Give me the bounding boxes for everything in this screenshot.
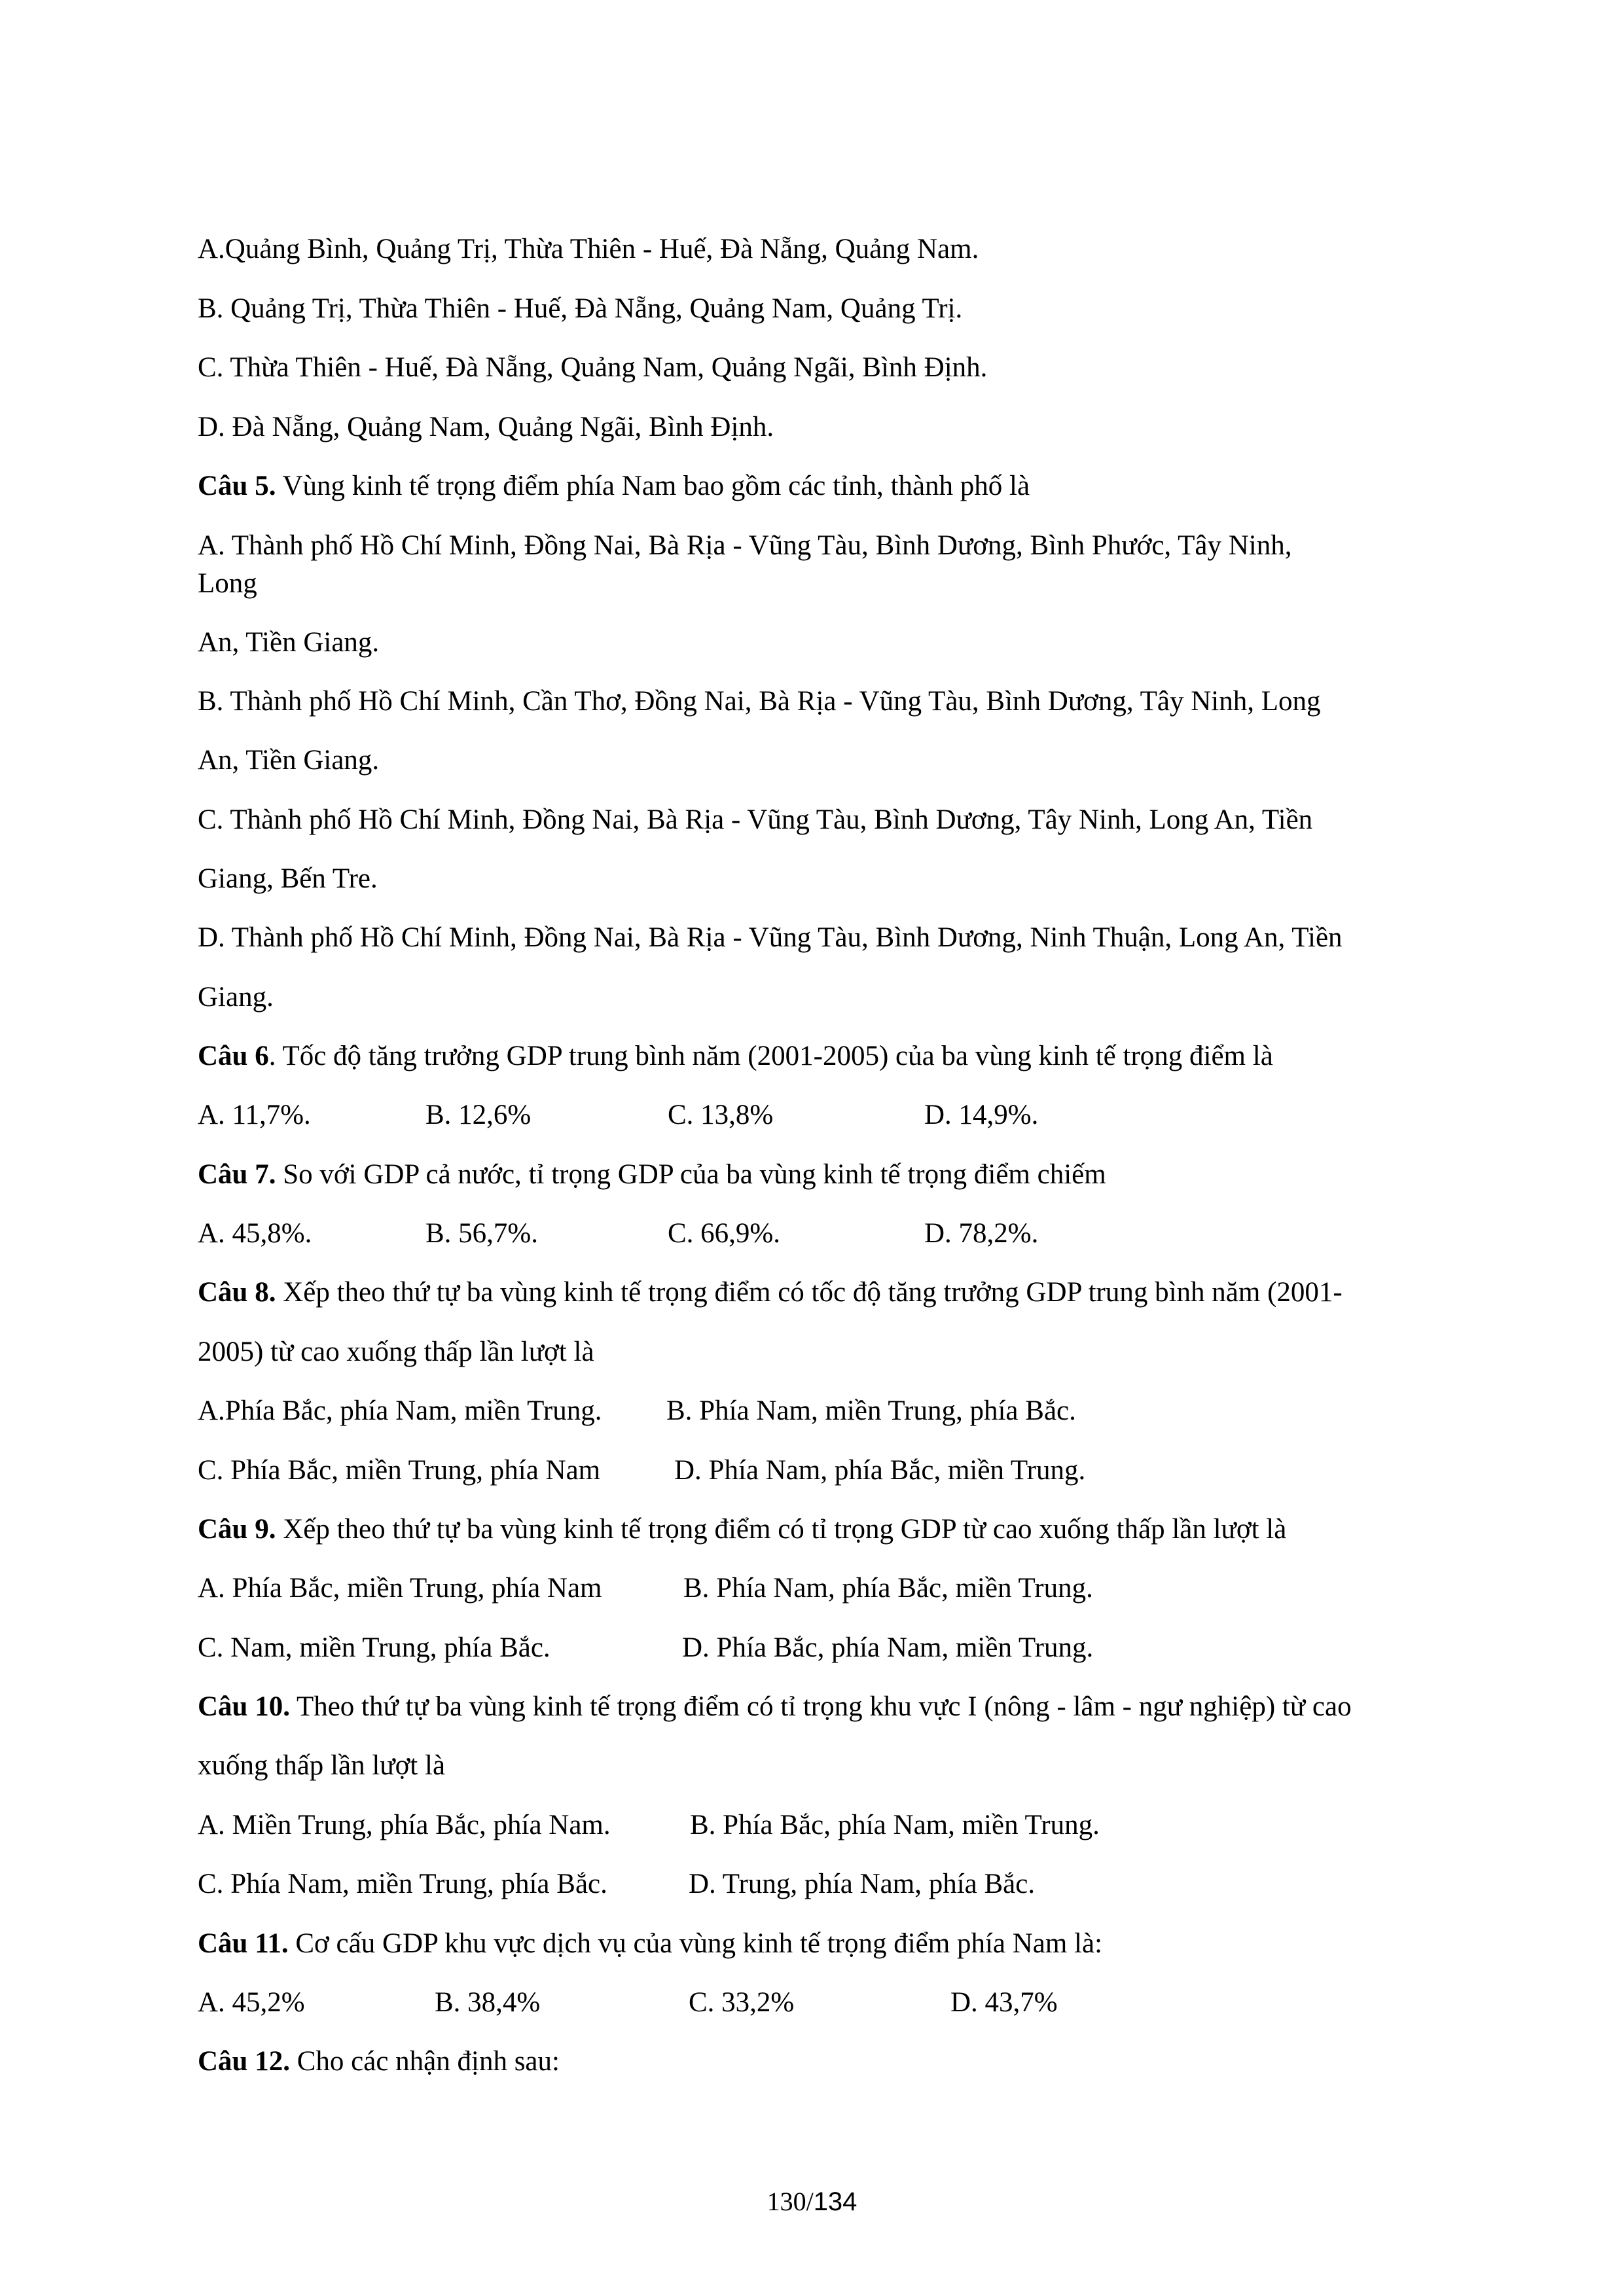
q11-option-a: A. 45,2% [198,1987,305,2018]
q8-option-a: A.Phía Bắc, phía Nam, miền Trung. [198,1395,602,1426]
q6-option-a: A. 11,7%. [198,1100,311,1130]
q7-question [198,1158,1106,1192]
q7-option-a: A. 45,8%. [198,1218,312,1249]
q5-text: Vùng kinh tế trọng điểm phía Nam bao gồm các tỉnh, thành phố là [276,471,1030,501]
q7-option-c: C. 66,9%. [668,1218,780,1249]
q7-option-b: B. 56,7%. [425,1218,538,1249]
q6-question [198,1039,1273,1073]
q5-line-4: B. Thành phố Hồ Chí Minh, Cần Thơ, Đồng Nai, Bà Rịa - Vũng Tàu, Bình Dương, Tây Ninh, Long [198,686,1321,717]
q5-line-2: Long [198,568,257,599]
q7-option-d: D. 78,2%. [924,1218,1039,1249]
q11-options [198,1986,1441,2020]
q10-question [198,1690,1352,1724]
q5-line-1: A. Thành phố Hồ Chí Minh, Đồng Nai, Bà Rịa - Vũng Tàu, Bình Dương, Bình Phước, Tây Ninh, [198,530,1292,561]
q10-question-cont: xuống thấp lần lượt là [198,1750,446,1781]
q5-line-3: An, Tiền Giang. [198,627,380,658]
q11-option-b: B. 38,4% [435,1987,541,2018]
q8-options-row-1 [198,1394,1441,1428]
q9-option-b: B. Phía Nam, phía Bắc, miền Trung. [683,1573,1093,1604]
q4-option-c: C. Thừa Thiên - Huế, Đà Nẵng, Quảng Nam, Quảng Ngãi, Bình Định. [198,352,988,383]
q11-question [198,1927,1102,1961]
q5-line-9: Giang. [198,982,274,1013]
q9-options-row-1 [198,1571,1441,1605]
q5-question [198,469,1030,503]
q5-line-6: C. Thành phố Hồ Chí Minh, Đồng Nai, Bà Rịa - Vũng Tàu, Bình Dương, Tây Ninh, Long An, Tiền [198,804,1313,835]
q9-option-d: D. Phía Bắc, phía Nam, miền Trung. [682,1632,1094,1663]
q6-number: Câu 6 [198,1041,269,1071]
q5-line-8: D. Thành phố Hồ Chí Minh, Đồng Nai, Bà Rịa - Vũng Tàu, Bình Dương, Ninh Thuận, Long An, Tiền [198,922,1343,953]
q8-option-d: D. Phía Nam, phía Bắc, miền Trung. [674,1455,1086,1486]
q8-number: Câu 8. [198,1277,276,1308]
q8-text: Xếp theo thứ tự ba vùng kinh tế trọng điểm có tốc độ tăng trưởng GDP trung bình năm (2001- [276,1277,1343,1308]
q8-question [198,1276,1343,1310]
q6-option-c: C. 13,8% [668,1100,774,1130]
q8-options-row-2 [198,1454,1441,1488]
q5-number: Câu 5. [198,471,276,501]
q7-text: So với GDP cả nước, tỉ trọng GDP của ba vùng kinh tế trọng điểm chiếm [276,1159,1106,1190]
q6-option-b: B. 12,6% [425,1100,532,1130]
q6-option-d: D. 14,9%. [924,1100,1039,1130]
q11-option-d: D. 43,7% [950,1987,1058,2018]
q10-option-b: B. Phía Bắc, phía Nam, miền Trung. [690,1810,1100,1840]
page-current: 130/ [767,2187,814,2216]
q5-line-5: An, Tiền Giang. [198,745,380,776]
q9-option-c: C. Nam, miền Trung, phía Bắc. [198,1632,550,1663]
q7-options [198,1217,1441,1251]
q12-number: Câu 12. [198,2046,290,2077]
q9-options-row-2 [198,1631,1441,1665]
page-total: 134 [813,2187,857,2216]
q7-number: Câu 7. [198,1159,276,1190]
q4-option-a: A.Quảng Bình, Quảng Trị, Thừa Thiên - Huế, Đà Nẵng, Quảng Nam. [198,234,979,264]
q10-options-row-1 [198,1808,1441,1842]
q11-text: Cơ cấu GDP khu vực dịch vụ của vùng kinh tế trọng điểm phía Nam là: [288,1928,1103,1959]
q4-option-d: D. Đà Nẵng, Quảng Nam, Quảng Ngãi, Bình Định. [198,412,774,442]
page-number [0,2185,1624,2218]
q10-option-c: C. Phía Nam, miền Trung, phía Bắc. [198,1869,607,1899]
q11-option-c: C. 33,2% [689,1987,795,2018]
q6-text: . Tốc độ tăng trưởng GDP trung bình năm (2001-2005) của ba vùng kinh tế trọng điểm là [268,1041,1273,1071]
q12-text: Cho các nhận định sau: [289,2046,560,2077]
q10-options-row-2 [198,1867,1441,1901]
q8-option-b: B. Phía Nam, miền Trung, phía Bắc. [666,1395,1076,1426]
q9-number: Câu 9. [198,1514,276,1545]
q4-option-b: B. Quảng Trị, Thừa Thiên - Huế, Đà Nẵng, Quảng Nam, Quảng Trị. [198,293,963,324]
q10-number: Câu 10. [198,1691,290,1722]
q9-text: Xếp theo thứ tự ba vùng kinh tế trọng điểm có tỉ trọng GDP từ cao xuống thấp lần lượt là [276,1514,1287,1545]
q11-number: Câu 11. [198,1928,289,1959]
q12-question [198,2045,560,2079]
q10-text: Theo thứ tự ba vùng kinh tế trọng điểm có tỉ trọng khu vực I (nông - lâm - ngư nghiệp) từ cao [289,1691,1352,1722]
q8-question-cont: 2005) từ cao xuống thấp lần lượt là [198,1336,594,1367]
q9-option-a: A. Phía Bắc, miền Trung, phía Nam [198,1573,602,1604]
q10-option-d: D. Trung, phía Nam, phía Bắc. [689,1869,1036,1899]
q5-line-7: Giang, Bến Tre. [198,863,378,894]
q9-question [198,1513,1286,1547]
q8-option-c: C. Phía Bắc, miền Trung, phía Nam [198,1455,601,1486]
q6-options [198,1098,1441,1132]
q10-option-a: A. Miền Trung, phía Bắc, phía Nam. [198,1810,611,1840]
